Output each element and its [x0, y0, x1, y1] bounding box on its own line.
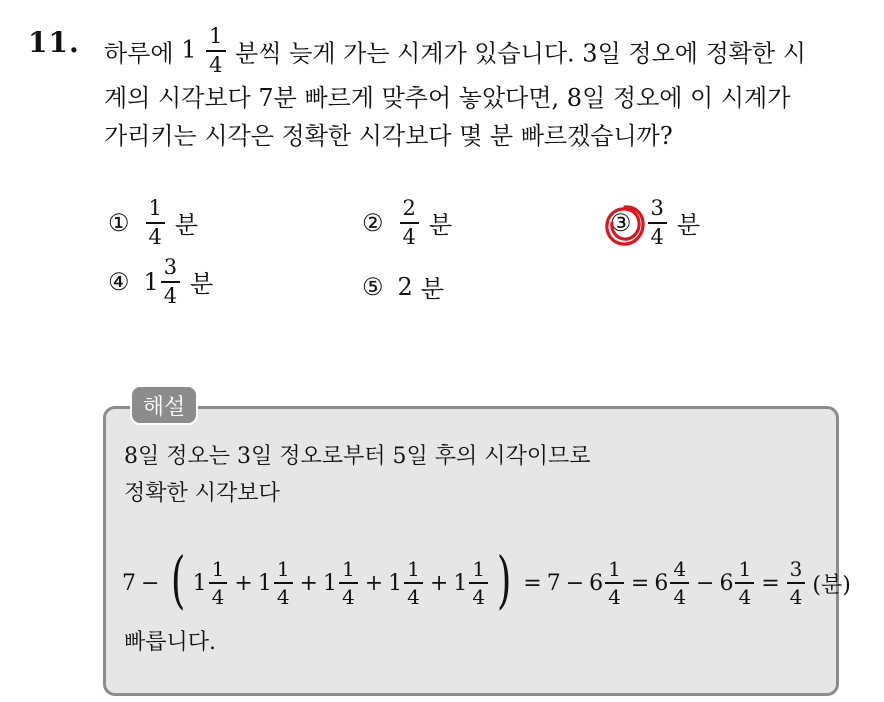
fraction: [274, 559, 293, 607]
fraction: [605, 559, 624, 607]
fraction: [404, 559, 423, 607]
fraction-whole: 1: [453, 570, 468, 596]
choice-4[interactable]: [108, 257, 213, 307]
eq-plus: +: [429, 570, 449, 596]
eq-term: [453, 559, 490, 607]
eq-minus: −: [565, 570, 585, 596]
fraction-numerator: 1: [276, 557, 290, 582]
solution-line-1: 8일 정오는 3일 정오로부터 5일 후의 시각이므로: [124, 444, 591, 469]
fraction-denominator: 4: [407, 584, 420, 609]
fraction-bar: [161, 281, 180, 283]
eq-equals: =: [630, 570, 650, 596]
eq-equals: =: [761, 570, 780, 596]
eq-term: [323, 559, 360, 607]
fraction-denominator: 4: [789, 584, 803, 609]
fraction-numerator: 1: [209, 24, 223, 48]
eq-term: [654, 559, 691, 607]
question-line-3: 가리키는 시각은 정확한 시각보다 몇 분 빠르겠습니까?: [104, 122, 673, 150]
solution-line-2: 정확한 시각보다: [124, 481, 280, 506]
fraction-numerator: 1: [148, 196, 162, 220]
fraction-bar: [209, 582, 228, 584]
eq-minus: −: [696, 570, 715, 596]
fraction-numerator: 1: [341, 557, 355, 582]
choice-marker: ⑤: [362, 272, 384, 301]
solution-equation: [122, 543, 856, 616]
choice-marker: [610, 209, 632, 237]
fraction-denominator: 4: [738, 584, 752, 609]
fraction-denominator: 4: [209, 52, 223, 77]
fraction-whole: 1: [143, 267, 159, 296]
fraction-denominator: 4: [472, 584, 486, 609]
fraction-whole: 1: [322, 570, 337, 596]
fraction: [161, 257, 180, 307]
question-text: 하루에: [104, 39, 174, 68]
fraction-numerator: 1: [608, 557, 621, 582]
fraction-whole: 6: [719, 570, 734, 596]
fraction-denominator: 4: [608, 584, 621, 609]
eq-plus: +: [234, 570, 253, 596]
fraction-numerator: 1: [472, 557, 486, 582]
eq-number: 7: [122, 570, 136, 596]
choice-unit: 분: [428, 211, 453, 240]
fraction-whole: 6: [654, 570, 669, 596]
fraction-bar: [146, 222, 165, 224]
fraction-denominator: 4: [276, 584, 290, 609]
question-line-2: 계의 시각보다 7분 빠르게 맞추어 놓았다면, 8일 정오에 이 시계가: [104, 84, 791, 112]
eq-unit: (분): [812, 572, 851, 598]
fraction-whole: 6: [589, 570, 604, 596]
fraction-bar: [670, 582, 689, 584]
fraction-bar: [605, 582, 624, 584]
solution-tab-label: 해설: [130, 385, 198, 425]
choice-unit: 분: [676, 211, 701, 240]
choice-unit: 분: [174, 211, 199, 240]
question-line-1: [104, 24, 806, 80]
fraction-whole: 1: [192, 570, 207, 596]
eq-term: [388, 559, 425, 607]
fraction-numerator: 3: [163, 255, 178, 279]
eq-term: [589, 559, 626, 607]
fraction: [400, 198, 419, 248]
fraction-denominator: 4: [148, 224, 162, 249]
fraction: [209, 559, 228, 607]
choice-marker: ①: [108, 208, 130, 237]
choice-5[interactable]: [362, 269, 444, 304]
fraction-numerator: 3: [650, 196, 664, 220]
fraction-denominator: 4: [341, 584, 355, 609]
fraction-numerator: 1: [407, 557, 420, 582]
eq-term: [719, 559, 756, 607]
fraction-bar: [206, 50, 225, 52]
eq-left-paren: (: [171, 543, 186, 616]
fraction: [469, 559, 488, 607]
eq-term: [193, 559, 230, 607]
fraction-bar: [404, 582, 423, 584]
eq-equals: =: [523, 570, 542, 596]
fraction: [670, 559, 689, 607]
fraction-numerator: 1: [211, 557, 225, 582]
fraction-whole: 1: [388, 570, 403, 596]
fraction-numerator: 4: [673, 557, 687, 582]
fraction-whole: 1: [257, 570, 272, 596]
fraction-bar: [339, 582, 358, 584]
fraction: [648, 198, 667, 248]
fraction-denominator: 4: [402, 224, 416, 249]
fraction: [146, 198, 165, 248]
fraction-whole: 1: [181, 35, 197, 64]
eq-result-fraction: [787, 559, 806, 607]
choice-unit: 분: [420, 275, 444, 303]
fraction-denominator: 4: [211, 584, 225, 609]
fraction-denominator: 4: [650, 224, 664, 249]
fraction-denominator: 4: [673, 584, 687, 609]
fraction-bar: [787, 582, 806, 584]
choice-marker: ②: [362, 208, 384, 237]
solution-conclusion: 빠릅니다.: [124, 630, 217, 655]
fraction-numerator: 3: [789, 557, 803, 582]
fraction-numerator: 1: [738, 557, 752, 582]
fraction: [735, 559, 754, 607]
eq-plus: +: [299, 570, 318, 596]
eq-right-paren: ): [496, 543, 512, 616]
fraction-bar: [735, 582, 754, 584]
eq-minus: −: [141, 570, 160, 596]
mixed-fraction: [144, 257, 183, 307]
eq-plus: +: [364, 570, 384, 596]
fraction-denominator: 4: [163, 283, 178, 308]
choice-value: 2: [397, 272, 413, 301]
choice-2[interactable]: [362, 198, 452, 248]
choice-3-selected[interactable]: [610, 198, 700, 248]
choice-1[interactable]: [108, 198, 198, 248]
eq-number: 7: [546, 570, 561, 596]
eq-term: [258, 559, 295, 607]
mixed-fraction: [181, 26, 227, 76]
fraction-bar: [274, 582, 293, 584]
fraction: [206, 26, 225, 76]
fraction-bar: [648, 222, 667, 224]
fraction-numerator: 2: [402, 196, 416, 220]
fraction: [339, 559, 358, 607]
question-number: 11.: [28, 26, 80, 59]
choice-marker-text: ③: [610, 208, 632, 237]
fraction-bar: [400, 222, 419, 224]
choice-marker: ④: [108, 267, 130, 296]
choice-unit: 분: [190, 270, 214, 299]
fraction-bar: [469, 582, 488, 584]
question-text: 분씩 늦게 가는 시계가 있습니다. 3일 정오에 정확한 시: [235, 39, 806, 68]
